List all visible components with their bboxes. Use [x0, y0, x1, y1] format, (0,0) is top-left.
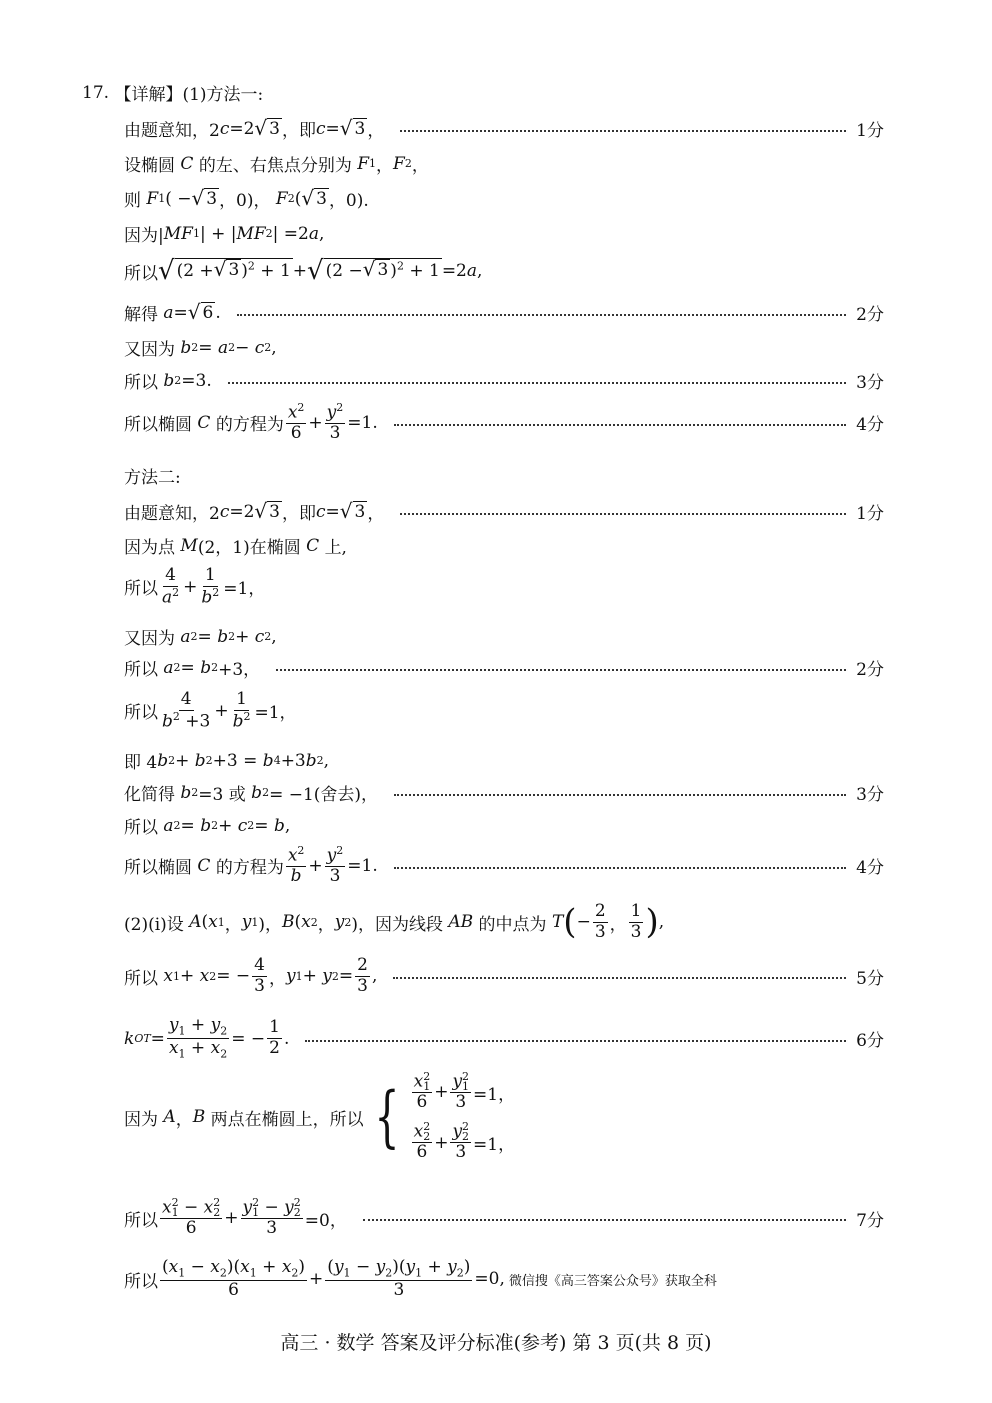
m1-line-1 [124, 116, 884, 141]
sqrt-expr: √ 3 [339, 498, 366, 523]
dot-leader [393, 977, 846, 979]
text-span: | + | [199, 223, 237, 244]
text-span: + [292, 261, 308, 281]
subscript: 1 [192, 227, 200, 240]
fraction: $\frac{x^2}{b}$ [287, 844, 305, 887]
p2-line-6: 所以 $\frac{(x_1 - x_2)(x_1 + x_2)}{6}$ + $\frac{(y_1 - y_2)(y_1 + y_2)}{3}$ =0, 微信搜《高三答案公众号》获取全科 [124, 1257, 717, 1301]
m2-line-1: 由题意知，2 c =2 √ 3 ，即 c = √ 3 ， 1分 [124, 498, 884, 524]
score-label: 6分 [856, 1031, 884, 1052]
fraction: y 2 1 − y 2 2 3 [242, 1196, 301, 1238]
m1-line-3 [124, 186, 884, 211]
m1-line-8: 所以 b 2 =3. 3分 [124, 368, 884, 393]
text-span: | =2 [272, 223, 309, 244]
fraction: y 2 1 3 [452, 1070, 470, 1112]
sqrt-expr: √ 3 [254, 115, 280, 140]
fraction: $\frac{1}{3}$ [630, 901, 642, 942]
m2-line-2: 因为点 M (2，1)在椭圆 C 上, [124, 535, 347, 558]
p2-line-5: 所以 x 2 1 − x 2 2 6 + y 2 1 − y 2 2 3 =0， 7分 [124, 1196, 884, 1238]
m1-line-4 [124, 221, 884, 246]
m1-line-2 [124, 151, 884, 176]
score-label: 2分 [856, 305, 884, 325]
p2-line-1: (2)(i)设 A ( x 1 ， y 1 )， B ( x 2 ， y 2 )，因为线段 AB 的中点为 T ( − $\frac{2}{3}$ ， $\frac{1}{3}$ ) , [124, 901, 665, 943]
dot-leader [228, 382, 846, 384]
system-row-2: x 2 2 6 + y 2 2 3 =1， [413, 1120, 516, 1163]
m2-line-6: 所以 $\frac{4}{b^2 +3}$ + $\frac{1}{b^2}$ =1， [124, 689, 297, 732]
fraction: $\frac{(y_1 - y_2)(y_1 + y_2)}{3}$ [327, 1257, 471, 1301]
text-span: , [477, 261, 483, 281]
problem-number: 17. [82, 82, 110, 103]
score-label: 5分 [856, 968, 884, 989]
sqrt-expr: √ 3 [254, 498, 280, 523]
m2-line-8: 化简得 b 2 =3 或 b 2 = −1(舍去)， 3分 [124, 780, 884, 805]
text-span: 则 [124, 191, 141, 211]
problem-heading [82, 80, 884, 105]
score-label: 1分 [856, 504, 884, 524]
var: MF [236, 223, 266, 244]
text-span: 设椭圆 [124, 156, 175, 176]
fraction: $\frac{x^2}{6}$ [287, 401, 305, 444]
text-span: ， [411, 156, 429, 176]
fraction: $\frac{y^2}{3}$ [326, 844, 344, 887]
fraction: x 2 2 6 [413, 1120, 431, 1163]
var: MF [163, 223, 193, 244]
score-label: 4分 [856, 415, 884, 436]
var: c [219, 118, 230, 139]
dot-leader [400, 513, 846, 515]
radicand: 3 [316, 188, 327, 209]
dot-leader [276, 669, 846, 671]
fraction: y 2 2 3 [452, 1120, 470, 1163]
var: C [180, 153, 194, 174]
var: F [275, 188, 288, 209]
score-label: 7分 [856, 1210, 884, 1231]
text-span: ( − [165, 188, 192, 209]
text-span: 所以 [124, 373, 158, 393]
sqrt-expr: √ (2 − √ 3 )$^2$ + 1 [307, 256, 440, 286]
radicand: 3 [354, 118, 366, 139]
dot-leader [237, 314, 846, 316]
dot-leader [394, 867, 846, 869]
subscript: 2 [287, 192, 295, 205]
page-footer: 高三 · 数学 答案及评分标准(参考) 第 3 页(共 8 页) [280, 1332, 712, 1354]
system-row-1: x 2 1 6 + y 2 1 3 =1， [413, 1070, 516, 1112]
text-span: = [173, 302, 188, 323]
m2-line-10: 所以椭圆 C 的方程为 $\frac{x^2}{b}$ + $\frac{y^2}{3}$ =1. 4分 [124, 844, 884, 887]
score-label: 3分 [856, 373, 884, 393]
text-span: ， [376, 156, 394, 176]
fraction: x 2 1 6 [413, 1070, 431, 1112]
score-label: 4分 [856, 858, 884, 879]
text-span: 又因为 [124, 340, 175, 360]
text-span: , [319, 223, 325, 244]
p2-line-2: 所以 x 1 + x 2 = − $\frac{4}{3}$ ， y 1 + y 2 = $\frac{2}{3}$ , 5分 [124, 955, 884, 996]
text-span: = [325, 118, 340, 139]
m2-line-4: 又因为 a 2 = b 2 + c 2 , [124, 626, 277, 649]
fraction: $\frac{y^2}{3}$ [326, 401, 344, 444]
text-span: ，即 [282, 121, 316, 141]
equation-system [410, 1072, 516, 1163]
fraction: $\frac{1}{b^2}$ [232, 689, 251, 732]
fraction: $\frac{4}{3}$ [254, 955, 265, 996]
dot-leader [400, 130, 846, 132]
fraction: $\frac{2}{3}$ [357, 955, 368, 996]
sqrt-expr: √ 3 [213, 257, 240, 281]
sqrt-expr: √ 3 [339, 115, 366, 140]
var: F [393, 153, 405, 174]
radicand: 3 [269, 118, 280, 139]
score-label: 2分 [856, 660, 884, 680]
dot-leader [394, 424, 846, 426]
sqrt-expr: √ 3 [191, 185, 218, 210]
var: F [146, 188, 159, 209]
fraction: $\frac{4}{a^2}$ [162, 565, 180, 608]
subscript: 1 [369, 157, 377, 170]
text-span: ，0)， [219, 191, 271, 211]
fraction: $\frac{y_1 + y_2}{x_1 + x_2}$ [168, 1015, 228, 1061]
var: a [466, 261, 478, 281]
detail-label: 【详解】 [114, 85, 183, 105]
system-brace: { [373, 1078, 400, 1156]
fraction: $\frac{1}{2}$ [269, 1017, 280, 1059]
text-span: 所以椭圆 [124, 415, 192, 436]
text-span: 所以 [124, 263, 158, 284]
method2-title: 方法二: [124, 468, 181, 488]
m1-line-9: 所以椭圆 C 的方程为 $\frac{x^2}{6}$ + $\frac{y^2}{3}$ =1. 4分 [124, 401, 884, 444]
m2-line-7: 即 4 b 2 + b 2 +3 = b 4 +3 b 2 , [124, 750, 330, 773]
dot-leader [305, 1040, 846, 1042]
sqrt-expr: √ 6 [187, 299, 214, 324]
fraction: x 2 1 − x 2 2 6 [162, 1196, 221, 1238]
m1-line-7: 又因为 b 2 = a 2 − c 2 , [124, 335, 884, 360]
sqrt-expr: √ (2 + √ 3 )$^2$ + 1 [158, 256, 291, 286]
subscript: 2 [404, 157, 412, 170]
text-span: ，0). [328, 191, 369, 211]
fraction: $\frac{2}{3}$ [594, 901, 606, 942]
part1-method1-title: (1)方法一: [182, 85, 264, 105]
sqrt-expr: √ 3 [362, 257, 389, 281]
text-span: =2 [229, 118, 255, 139]
text-span: 的左、右焦点分别为 [198, 156, 352, 176]
text-span: 因为| [124, 226, 164, 246]
var: a [163, 302, 174, 323]
watermark-note: 微信搜《高三答案公众号》获取全科 [508, 1273, 717, 1289]
text-span: =2 [441, 261, 467, 281]
fraction: $\frac{4}{b^2 +3}$ [162, 689, 211, 732]
dot-leader [394, 794, 846, 796]
p2-line-4: 因为 A ， B 两点在椭圆上，所以 { x 2 1 6 + y 2 1 3 =1， x 2 2 6 + y 2 2 3 =1， [124, 1070, 516, 1163]
sqrt-expr: √ 3 [301, 185, 327, 210]
fraction: $\frac{1}{b^2}$ [201, 565, 220, 608]
text-span: 由题意知，2 [124, 121, 220, 141]
text-span: 解得 [124, 305, 158, 325]
var: a [308, 223, 319, 244]
m1-line-6 [124, 300, 884, 325]
var: c [316, 118, 326, 139]
subscript: 2 [265, 227, 273, 240]
text-span: ( [294, 188, 302, 209]
m2-line-5: 所以 a 2 = b 2 +3， 2分 [124, 655, 884, 680]
score-label: 1分 [856, 121, 884, 141]
dot-leader [363, 1219, 846, 1221]
m2-line-3: 所以 $\frac{4}{a^2}$ + $\frac{1}{b^2}$ =1， [124, 565, 266, 608]
m2-line-9: 所以 a 2 = b 2 + c 2 = b , [124, 815, 291, 838]
m1-line-5 [124, 258, 884, 284]
radicand: 3 [206, 188, 218, 209]
p2-line-3: k OT = $\frac{y_1 + y_2}{x_1 + x_2}$ = − $\frac{1}{2}$ . 6分 [124, 1015, 884, 1061]
fraction: $\frac{(x_1 - x_2)(x_1 + x_2)}{6}$ [162, 1257, 306, 1301]
score-label: 3分 [856, 785, 884, 805]
var: F [357, 153, 370, 174]
text-span: . [215, 302, 221, 323]
subscript: 1 [158, 192, 166, 205]
text-span: ， [367, 121, 385, 141]
